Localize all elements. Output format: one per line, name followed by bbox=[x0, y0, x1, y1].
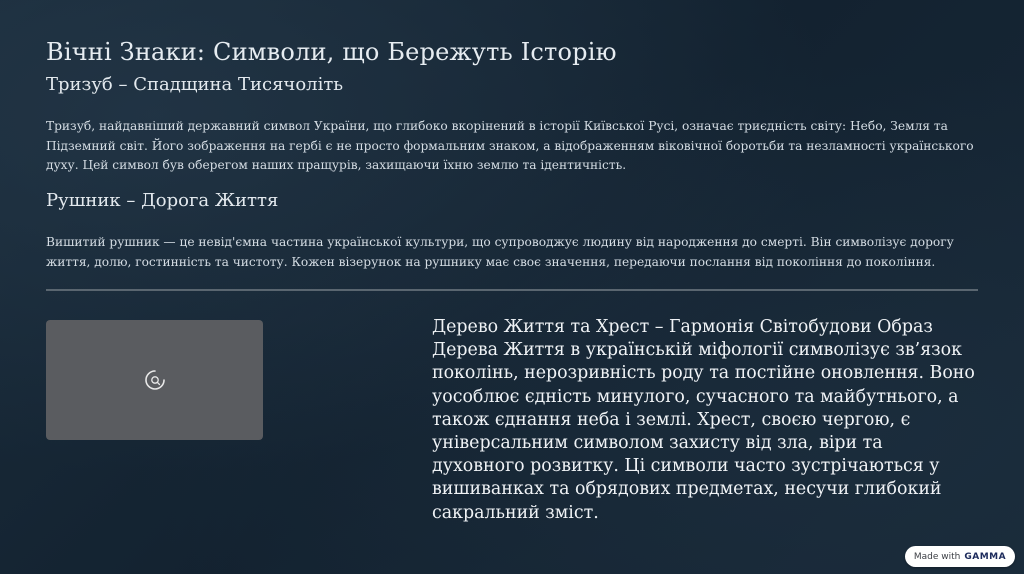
tryzub-paragraph: Тризуб, найдавніший державний символ України, що глибоко вкорінений в історії Київської Русі, означає триєдність світу: Небо, Земля та Підземний світ. Його зображення на гербі є не просто формальним знаком, а відображенням віковічної боротьби та незламності українського духу. Цей символ був оберегом наших пращурів, захищаючи їхню землю та ідентичність. bbox=[46, 119, 974, 172]
section-heading-tryzub: Тризуб – Спадщина Тисячоліть bbox=[46, 74, 344, 95]
badge-prefix: Made with bbox=[913, 551, 961, 562]
loading-search-icon bbox=[144, 369, 166, 391]
image-placeholder bbox=[46, 320, 263, 440]
rushnyk-paragraph: Вишитий рушник — це невід'ємна частина української культури, що супроводжує людину від народження до смерті. Він символізує дорогу життя, долю, гостинність та чистоту. Кожен візерунок на рушнику має своє значення, передаючи послання від покоління до покоління. bbox=[46, 235, 954, 269]
slide-title: Вічні Знаки: Символи, що Бережуть Історію bbox=[46, 38, 617, 66]
tree-of-life-paragraph: Дерево Життя та Хрест – Гармонія Світобудови Образ Дерева Життя в українській міфології символізує зв’язок поколінь, нерозривність роду та постійне оновлення. Воно уособлює єдність минулого, сучасного та майбутнього, а також єднання неба і землі. Хрест, своєю чергою, є універсальним символом захисту від зла, віри та духовного розвитку. Ці символи часто зустрічаються у вишиванках та обрядових предметах, несучи глибокий сакральний зміст. bbox=[432, 317, 975, 523]
section-heading-rushnyk: Рушник – Дорога Життя bbox=[46, 190, 279, 211]
made-with-gamma-badge[interactable] bbox=[905, 546, 1015, 567]
badge-brand: GAMMA bbox=[964, 551, 1007, 562]
section-divider bbox=[46, 289, 978, 291]
